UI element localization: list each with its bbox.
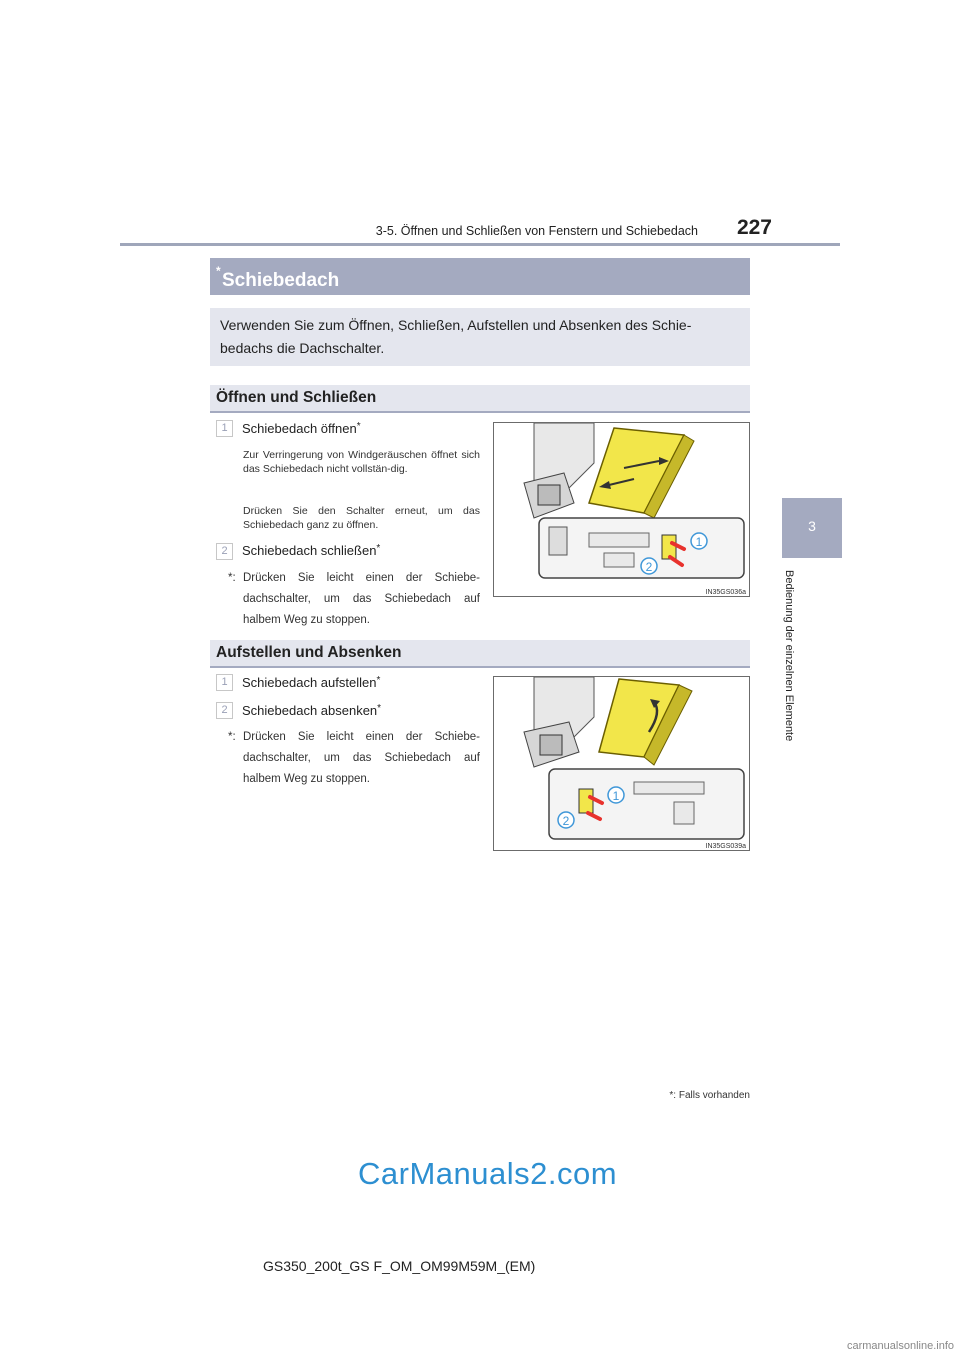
- item-number-2: 2: [216, 543, 233, 560]
- item-number-2b: 2: [216, 702, 233, 719]
- figure2-callout-2: 2: [562, 814, 570, 828]
- page-header: [120, 210, 840, 246]
- item-tilt-down-label: Schiebedach absenken*: [242, 703, 382, 718]
- note-press-again: Drücken Sie den Schalter erneut, um das Schiebedach ganz zu öffnen.: [243, 505, 480, 531]
- page-title: Schiebedach *: [216, 264, 340, 291]
- document-id: GS350_200t_GS F_OM_OM99M59M_(EM): [263, 1258, 536, 1274]
- main-title-band: [210, 258, 750, 295]
- chapter-number: 3: [808, 518, 816, 534]
- footnote-if-equipped: *: Falls vorhanden: [669, 1090, 750, 1101]
- figure2-code: IN35GS039a: [705, 843, 746, 850]
- figure-open-close: [493, 422, 750, 597]
- header-section-title: 3-5. Öffnen und Schließen von Fenstern und Schiebedach: [375, 224, 698, 238]
- sunroof-switch-illustration-2: [494, 677, 750, 851]
- chapter-side-label: [780, 570, 810, 770]
- item-tilt-up-label: Schiebedach aufstellen*: [242, 675, 381, 690]
- title-star: *: [216, 264, 221, 278]
- figure-tilt: [493, 676, 750, 851]
- item-number-1b: 1: [216, 674, 233, 691]
- intro-box: Verwenden Sie zum Öffnen, Schließen, Aufstellen und Absenken des Schie-bedachs die Dachschalter.: [210, 308, 750, 366]
- header-divider: [120, 243, 840, 246]
- watermark-text[interactable]: CarManuals2.com: [358, 1156, 618, 1191]
- page-number: 227: [736, 216, 772, 239]
- note-wind-noise: Zur Verringerung von Windgeräuschen öffnet sich das Schiebedach nicht vollstän-dig.: [243, 449, 480, 475]
- chapter-tab[interactable]: [782, 498, 842, 558]
- section-title-tilt: Aufstellen und Absenken: [210, 640, 750, 668]
- star-note-stop-1: *: Drücken Sie leicht einen der Schiebe-dachschalter, um das Schiebedach auf halbem Weg zu stoppen.: [228, 572, 480, 626]
- star-note-stop-2: *: Drücken Sie leicht einen der Schiebe-dachschalter, um das Schiebedach auf halbem Weg zu stoppen.: [228, 731, 480, 785]
- figure1-callout-1: 1: [695, 535, 703, 549]
- figure1-callout-2: 2: [645, 560, 653, 574]
- sunroof-switch-illustration-1: [494, 423, 750, 597]
- item-close-label: Schiebedach schließen*: [242, 543, 381, 558]
- item-number-1: 1: [216, 420, 233, 437]
- site-watermark[interactable]: carmanualsonline.info: [846, 1340, 954, 1352]
- section-title-open-close: Öffnen und Schließen: [210, 385, 750, 413]
- item-open-label: Schiebedach öffnen*: [242, 421, 361, 436]
- figure1-code: IN35GS036a: [705, 589, 746, 596]
- figure2-callout-1: 1: [612, 789, 620, 803]
- chapter-label-text: Bedienung der einzelnen Elemente: [783, 570, 795, 742]
